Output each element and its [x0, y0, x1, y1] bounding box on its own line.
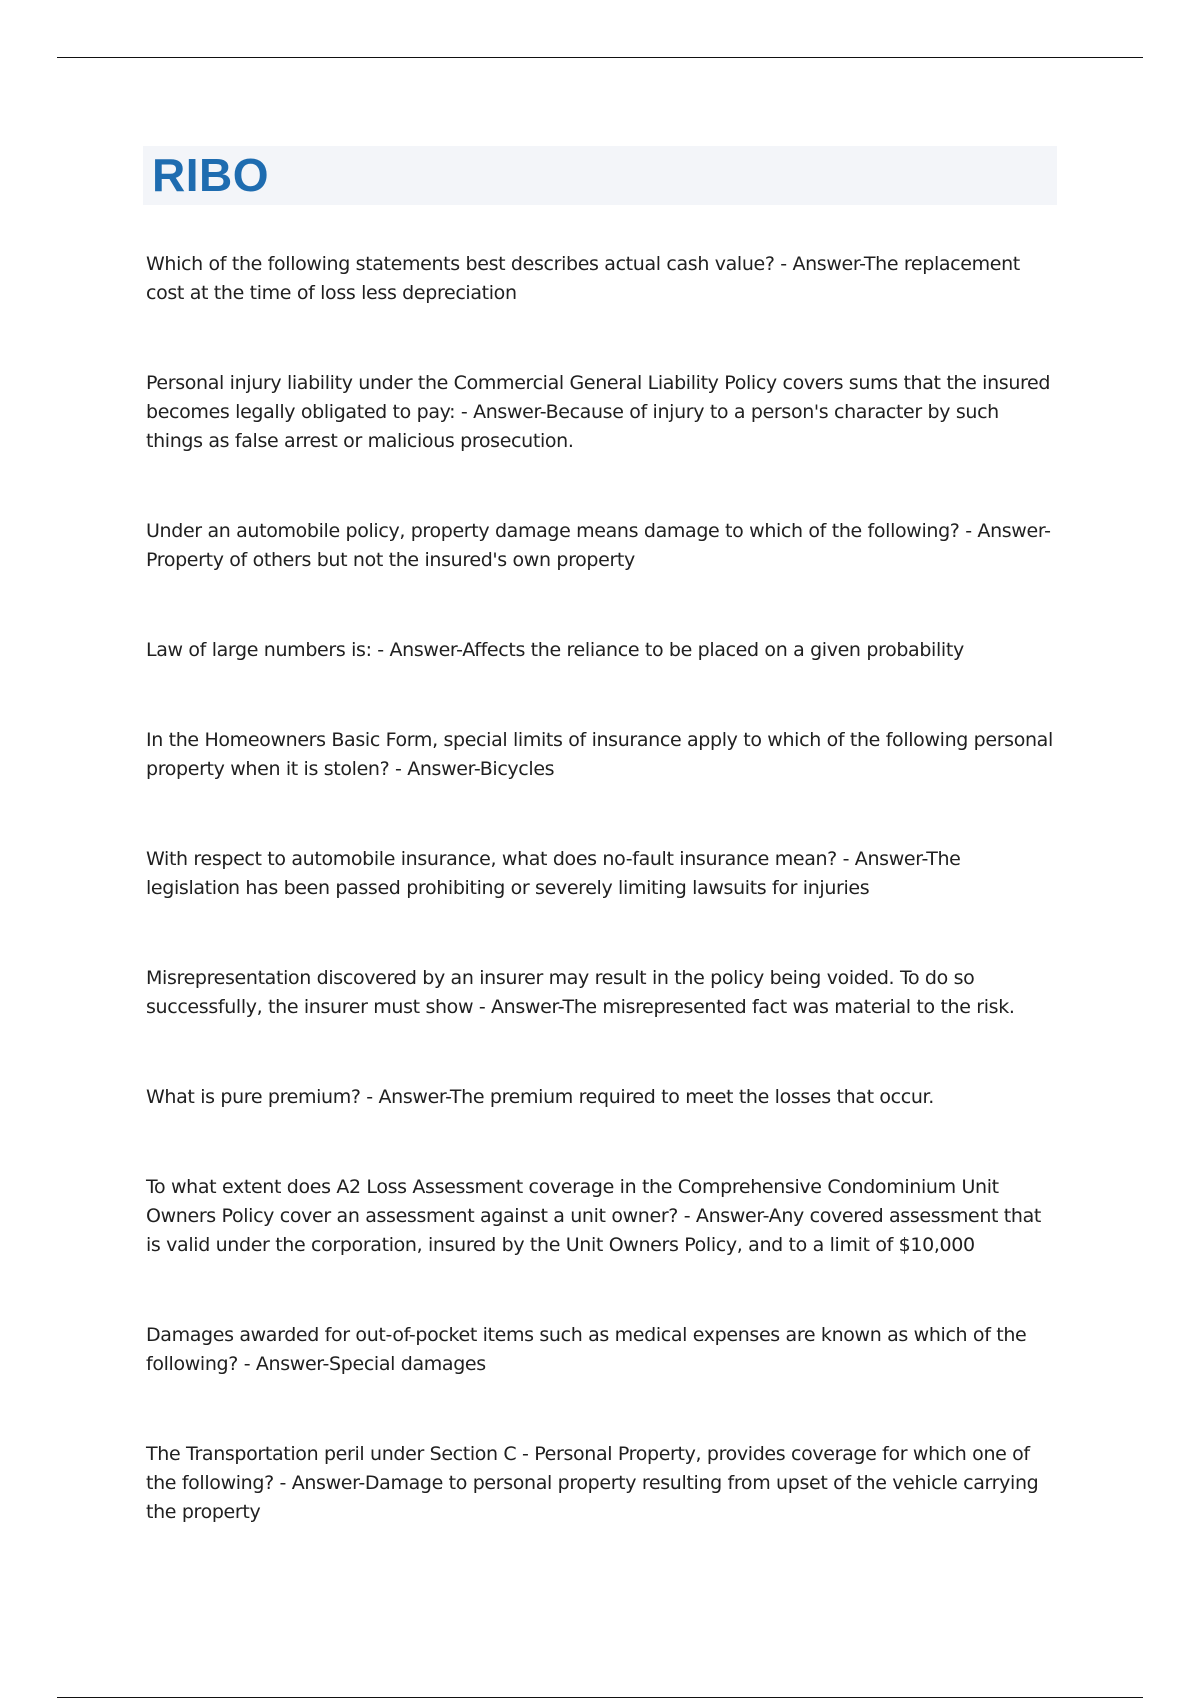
qa-item: Under an automobile policy, property damage means damage to which of the following? - Answer-Property of others but not the insured's own property	[146, 520, 1051, 571]
qa-item: With respect to automobile insurance, what does no-fault insurance mean? - Answer-The legislation has been passed prohibiting or severely limiting lawsuits for injuries	[146, 848, 961, 899]
qa-item: The Transportation peril under Section C - Personal Property, provides coverage for which one of the following? - Answer-Damage to personal property resulting from upset of the vehicle carrying the property	[146, 1443, 1039, 1523]
bottom-rule	[57, 1697, 1143, 1698]
qa-item: To what extent does A2 Loss Assessment coverage in the Comprehensive Condominium Unit Owners Policy cover an assessment against a unit owner? - Answer-Any covered assessment that is valid under the corporation, insured by the Unit Owners Policy, and to a limit of $10,000	[146, 1176, 1041, 1256]
qa-item: Personal injury liability under the Commercial General Liability Policy covers sums that the insured becomes legally obligated to pay: - Answer-Because of injury to a person's character by such things as false arrest or malicious prosecution.	[146, 372, 1051, 452]
top-rule	[57, 57, 1143, 58]
qa-item: In the Homeowners Basic Form, special limits of insurance apply to which of the following personal property when it is stolen? - Answer-Bicycles	[146, 729, 1053, 780]
qa-item: Misrepresentation discovered by an insurer may result in the policy being voided. To do so successfully, the insurer must show - Answer-The misrepresented fact was material to the risk.	[146, 967, 1015, 1018]
qa-item: Which of the following statements best describes actual cash value? - Answer-The replacement cost at the time of loss less depreciation	[146, 253, 1020, 304]
qa-item: What is pure premium? - Answer-The premium required to meet the losses that occur.	[146, 1086, 934, 1108]
title-band	[143, 146, 1057, 205]
document-title: RIBO	[152, 149, 269, 201]
qa-item: Law of large numbers is: - Answer-Affects the reliance to be placed on a given probability	[146, 639, 964, 661]
qa-item: Damages awarded for out-of-pocket items such as medical expenses are known as which of the following? - Answer-Special damages	[146, 1324, 1027, 1375]
qa-list	[146, 250, 1058, 1588]
